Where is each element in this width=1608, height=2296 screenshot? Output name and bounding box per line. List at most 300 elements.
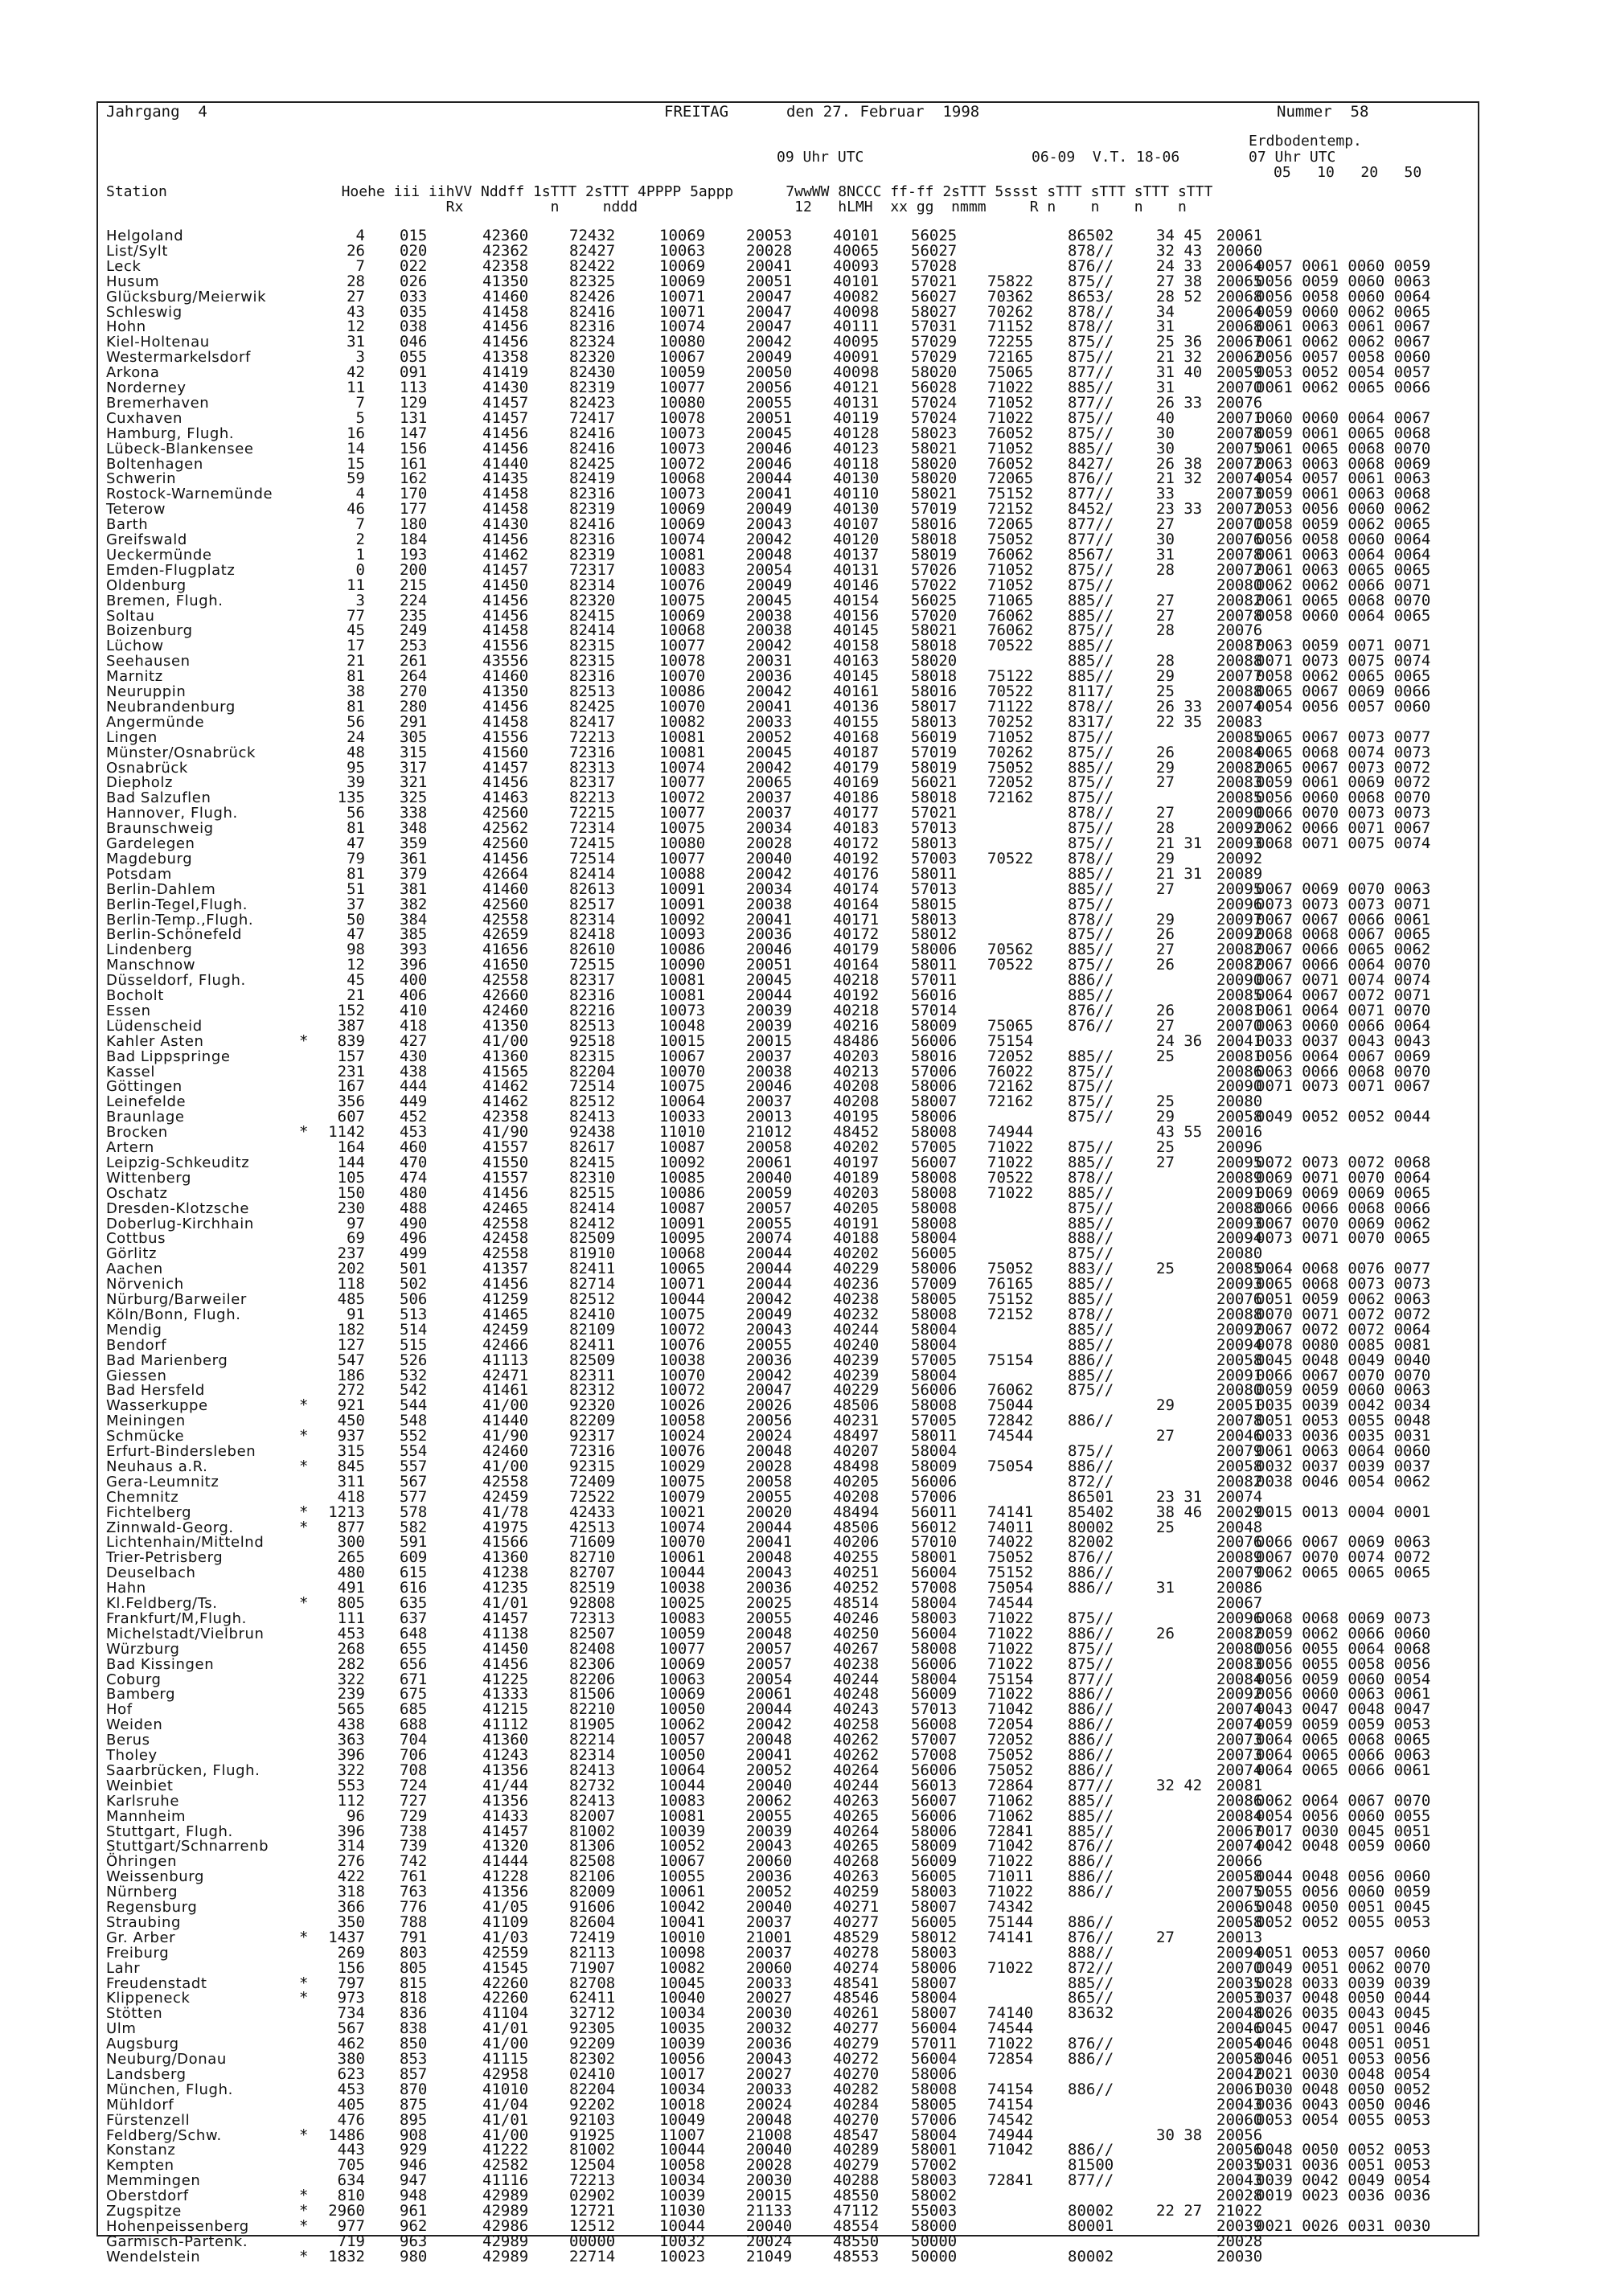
station-name: Freiburg [106,1944,170,1962]
iihVV: 41557 [482,1168,529,1187]
station-id: 091 [400,363,428,382]
wind-gusts: 28 [1156,560,1175,579]
iihVV: 41113 [482,1351,529,1369]
iihVV: 41556 [482,637,529,655]
elevation: 48 [347,743,365,761]
tendency-group: 56005 [911,1868,958,1886]
ground-temp-group: 20043 [1216,2095,1263,2114]
ground-temp-group: 20078 [1216,1412,1263,1430]
max-temp-group: 10044 [659,1290,706,1308]
station-name: Emden-Flugplatz [106,561,236,579]
elevation: 443 [337,2141,365,2159]
max-temp-group: 10091 [659,879,706,898]
pressure-group: 40091 [833,348,880,367]
min-temp-group: 20036 [746,667,793,686]
station-name: Gr. Arber [106,1929,176,1946]
station-id: 761 [400,1868,428,1886]
max-temp-group: 10082 [659,1958,706,1977]
cloud-group: 8567/ [1068,545,1114,564]
iihVV: 41656 [482,941,529,959]
iihVV: 41462 [482,545,529,564]
Nddff: 72317 [569,560,616,579]
pressure-group: 40197 [833,1153,880,1171]
iihVV: 41435 [482,469,529,488]
station-name: Stuttgart/Schnarrenb [106,1838,269,1855]
station-id: 853 [400,2050,428,2068]
soil-temperatures: 0060 0060 0064 0067 [1256,408,1431,427]
pressure-group: 48494 [833,1503,880,1521]
iihVV: 41222 [482,2141,529,2159]
table-row [0,712,1608,731]
cloud-group: 883// [1068,1260,1114,1278]
table-row [0,1016,1608,1035]
Nddff: 82316 [569,318,616,336]
elevation: 810 [337,2187,365,2205]
weather-group: 76052 [987,454,1034,473]
ground-temp-group: 20090 [1216,971,1263,990]
pressure-group: 40278 [833,1943,880,1962]
Nddff: 82707 [569,1564,616,1582]
iihVV: 42362 [482,241,529,260]
tendency-group: 56004 [911,2050,958,2068]
Nddff: 82416 [569,515,616,534]
station-name: Bamberg [106,1686,176,1704]
station-id: 129 [400,393,428,412]
elevation: 96 [347,1806,365,1825]
station-id: 742 [400,1852,428,1871]
tendency-group: 57021 [911,272,958,290]
cloud-group: 885// [1068,1822,1114,1840]
ground-temp-group: 20088 [1216,683,1263,700]
weather-group: 75154 [987,1670,1034,1688]
soil-temperatures: 0068 0068 0067 0065 [1256,925,1431,944]
elevation: 56 [347,804,365,822]
iihVV: 42460 [482,1442,529,1460]
weather-group: 72841 [987,1822,1034,1840]
station-id: 727 [400,1791,428,1810]
soil-temperatures: 0061 0063 0065 0065 [1256,560,1431,579]
Nddff: 82408 [569,1639,616,1658]
max-temp-group: 10075 [659,1472,706,1490]
elevation: 356 [337,1093,365,1111]
table-row [0,864,1608,883]
tendency-group: 57010 [911,1533,958,1552]
tendency-group: 56021 [911,773,958,792]
elevation: 268 [337,1639,365,1658]
tendency-group: 57020 [911,606,958,625]
station-name: Mühldorf [106,2096,174,2114]
pressure-group: 48546 [833,1989,880,2007]
iihVV: 41456 [482,1275,529,1294]
tendency-group: 56028 [911,379,958,396]
elevation: 45 [347,621,365,640]
ground-temp-group: 20073 [1216,485,1263,503]
weather-group: 74944 [987,1123,1034,1142]
cloud-group: 875// [1068,895,1114,913]
iihVV: 41/90 [482,1123,529,1142]
elevation: 127 [337,1335,365,1354]
elevation: 7 [355,256,365,275]
Nddff: 81306 [569,1837,616,1855]
station-name: Magdeburg [106,850,193,867]
Nddff: 92103 [569,2110,616,2129]
elevation: 81 [347,667,365,686]
table-row [0,274,1608,289]
station-id: 803 [400,1943,428,1962]
Nddff: 82314 [569,576,616,594]
weather-group: 75052 [987,1761,1034,1779]
max-temp-group: 10070 [659,1366,706,1384]
iihVV: 41456 [482,606,529,625]
iihVV: 41/01 [482,2110,529,2129]
pressure-group: 40189 [833,1168,880,1187]
Nddff: 92317 [569,1427,616,1445]
elevation: 2960 [328,2202,365,2220]
weather-group: 72052 [987,773,1034,792]
tendency-group: 57029 [911,348,958,367]
Nddff: 82306 [569,1654,616,1673]
Nddff: 72417 [569,408,616,427]
max-temp-group: 10070 [659,667,706,686]
tendency-group: 58004 [911,1366,958,1384]
pressure-group: 40259 [833,1883,880,1901]
elevation: 69 [347,1229,365,1248]
Nddff: 82414 [569,621,616,640]
elevation: 17 [347,637,365,655]
cloud-group: 80002 [1068,2202,1114,2220]
Nddff: 82314 [569,1746,616,1764]
cloud-group: 875// [1068,408,1114,427]
station-name: Landsberg [106,2065,187,2083]
max-temp-group: 10092 [659,910,706,929]
weather-group: 74542 [987,2110,1034,2129]
pressure-group: 40179 [833,941,880,959]
station-name: Oschatz [106,1184,168,1202]
station-id: 513 [400,1305,428,1323]
mountain-marker: * [299,1427,309,1445]
station-name: Öhringen [106,1853,178,1871]
weather-group: 72864 [987,1776,1034,1794]
station-id: 763 [400,1883,428,1901]
weather-group: 75154 [987,1351,1034,1369]
Nddff: 82418 [569,925,616,944]
ground-temp-group: 20089 [1216,1168,1263,1187]
max-temp-group: 10098 [659,1943,706,1962]
iihVV: 41462 [482,1093,529,1111]
station-id: 609 [400,1548,428,1567]
weather-group: 75122 [987,667,1034,686]
tendency-group: 58008 [911,1396,958,1415]
max-temp-group: 10039 [659,2035,706,2053]
station-id: 791 [400,1928,428,1946]
min-temp-group: 20025 [746,1594,793,1612]
station-id: 046 [400,333,428,351]
ground-temp-group: 20078 [1216,545,1263,564]
elevation: 47 [347,925,365,944]
cloud-group: 886// [1068,1761,1114,1779]
cloud-group: 875// [1068,1381,1114,1400]
tendency-group: 57029 [911,333,958,351]
soil-temperatures: 0059 0061 0063 0068 [1256,485,1431,503]
station-name: Lüdenscheid [106,1017,203,1035]
weather-group: 75052 [987,758,1034,777]
iihVV: 41109 [482,1913,529,1931]
iihVV: 42560 [482,895,529,913]
cloud-group: 885// [1068,1275,1114,1294]
cloud-group: 83632 [1068,2004,1114,2023]
station-id: 460 [400,1138,428,1156]
station-name: Cottbus [106,1230,166,1248]
max-temp-group: 10093 [659,925,706,944]
ground-temp-group: 20058 [1216,1868,1263,1886]
iihVV: 41/90 [482,1427,529,1445]
iihVV: 41457 [482,758,529,777]
max-temp-group: 10017 [659,2064,706,2083]
soil-temperatures: 0056 0060 0068 0070 [1256,789,1431,807]
weather-group: 74154 [987,2095,1034,2114]
Nddff: 72215 [569,804,616,822]
Nddff: 91606 [569,1898,616,1916]
elevation: 547 [337,1351,365,1369]
station-id: 453 [400,1123,428,1142]
ground-temp-group: 20097 [1216,910,1263,929]
Nddff: 82415 [569,606,616,625]
cloud-group: 878// [1068,697,1114,715]
max-temp-group: 10021 [659,1503,706,1521]
station-name: Bad Kissingen [106,1655,215,1673]
iihVV: 41456 [482,333,529,351]
max-temp-group: 10044 [659,1564,706,1582]
max-temp-group: 10075 [659,591,706,609]
soil-temperatures: 0056 0058 0060 0064 [1256,531,1431,548]
cloud-group: 875// [1068,1062,1114,1080]
soil-temperatures: 0048 0050 0052 0053 [1256,2141,1431,2159]
tendency-group: 58021 [911,621,958,640]
ground-temp-group: 20086 [1216,1062,1263,1080]
table-row [0,1049,1608,1064]
cloud-group: 877// [1068,1670,1114,1688]
station-id: 180 [400,515,428,534]
tendency-group: 58006 [911,1108,958,1126]
pressure-group: 40164 [833,895,880,913]
table-row [0,228,1608,244]
Nddff: 82320 [569,348,616,367]
ground-temp-group: 20079 [1216,1442,1263,1460]
cloud-group: 876// [1068,1928,1114,1946]
ground-temp-group: 20080 [1216,1381,1263,1400]
soil-temperatures: 0063 0063 0068 0069 [1256,454,1431,473]
wind-gusts: 32 43 [1156,241,1203,260]
ground-temp-group: 20092 [1216,819,1263,838]
elevation: 422 [337,1868,365,1886]
table-row [0,1109,1608,1125]
cloud-group: 885// [1068,637,1114,655]
weather-group: 74544 [987,1427,1034,1445]
Nddff: 72409 [569,1472,616,1490]
max-temp-group: 10038 [659,1579,706,1597]
station-id: 200 [400,560,428,579]
station-id: 685 [400,1700,428,1719]
table-row [0,730,1608,745]
iihVV: 41/00 [482,2035,529,2053]
pressure-group: 40107 [833,515,880,534]
station-name: Bad Hersfeld [106,1382,205,1400]
weather-group: 70522 [987,683,1034,700]
iihVV: 41457 [482,393,529,412]
tendency-group: 57006 [911,1487,958,1506]
station-name: Göttingen [106,1078,183,1096]
Nddff: 82513 [569,683,616,700]
Nddff: 92438 [569,1123,616,1142]
max-temp-group: 10077 [659,849,706,867]
min-temp-group: 20061 [746,1685,793,1704]
ground-temp-group: 20058 [1216,1457,1263,1475]
elevation: 3 [355,591,365,609]
max-temp-group: 10076 [659,1442,706,1460]
max-temp-group: 10083 [659,1791,706,1810]
tendency-group: 58006 [911,1822,958,1840]
min-temp-group: 20038 [746,1062,793,1080]
weather-group: 74141 [987,1503,1034,1521]
min-temp-group: 20057 [746,1639,793,1658]
station-name: Boltenhagen [106,455,203,473]
max-temp-group: 10082 [659,712,706,731]
table-row [0,1763,1608,1778]
iihVV: 42659 [482,925,529,944]
table-row [0,408,1608,427]
Nddff: 92518 [569,1031,616,1050]
Nddff: 82210 [569,1700,616,1719]
min-temp-group: 20055 [746,1335,793,1354]
elevation: 314 [337,1837,365,1855]
cloud-group: 876// [1068,1016,1114,1035]
wind-gusts: 30 38 [1156,2126,1203,2144]
Nddff: 72213 [569,728,616,746]
station-id: 410 [400,1001,428,1019]
soil-temperatures: 0056 0064 0067 0069 [1256,1047,1431,1065]
station-id: 526 [400,1351,428,1369]
cloud-group: 876// [1068,2035,1114,2053]
ground-temp-group: 20067 [1216,333,1263,351]
pressure-group: 40238 [833,1290,880,1308]
tendency-group: 58020 [911,469,958,488]
elevation: 418 [337,1487,365,1506]
ground-temp-group: 20039 [1216,2216,1263,2235]
mountain-marker: * [299,2187,309,2205]
ground-temp-group: 20067 [1216,1822,1263,1840]
pressure-group: 40179 [833,758,880,777]
station-name: Lüchow [106,638,164,655]
station-id: 026 [400,272,428,290]
max-temp-group: 10079 [659,1487,706,1506]
station-id: 184 [400,531,428,548]
min-temp-group: 20052 [746,1761,793,1779]
tendency-group: 56006 [911,1472,958,1490]
elevation: 839 [337,1031,365,1050]
cloud-group: 885// [1068,864,1114,883]
cloud-group: 877// [1068,2171,1114,2190]
tendency-group: 58006 [911,1077,958,1096]
weather-group: 75065 [987,1016,1034,1035]
tendency-group: 56006 [911,1381,958,1400]
soil-temperatures: 0059 0060 0062 0065 [1256,302,1431,321]
tendency-group: 58013 [911,910,958,929]
wind-gusts: 25 [1156,1047,1175,1065]
cloud-group: 878// [1068,318,1114,336]
weather-group: 71022 [987,1183,1034,1202]
cloud-group: 885// [1068,941,1114,959]
tendency-group: 57011 [911,971,958,990]
soil-temperatures: 0061 0063 0061 0067 [1256,318,1431,336]
ground-temp-group: 20073 [1216,1746,1263,1764]
soil-temperatures: 0032 0037 0039 0037 [1256,1457,1431,1475]
weather-group: 75152 [987,1290,1034,1308]
table-row [0,1201,1608,1216]
wind-gusts: 34 45 [1156,227,1203,244]
max-temp-group: 11010 [659,1123,706,1142]
station-id: 506 [400,1290,428,1308]
Nddff: 32712 [569,2004,616,2023]
Nddff: 82204 [569,2080,616,2098]
max-temp-group: 10049 [659,2110,706,2129]
Nddff: 42433 [569,1503,616,1521]
wind-gusts: 38 46 [1156,1503,1203,1521]
soil-temperatures: 0053 0056 0060 0062 [1256,500,1431,519]
ground-temp-group: 20083 [1216,712,1263,731]
Nddff: 82209 [569,1412,616,1430]
ground-temp-group: 20072 [1216,500,1263,519]
table-row [0,1581,1608,1596]
cloud-group: 886// [1068,971,1114,990]
max-temp-group: 10034 [659,2004,706,2023]
ground-temp-group: 20086 [1216,1791,1263,1810]
station-name: Berlin-Dahlem [106,880,216,898]
tendency-group: 57019 [911,743,958,761]
max-temp-group: 11030 [659,2202,706,2220]
soil-temperatures: 0054 0056 0060 0055 [1256,1806,1431,1825]
station-id: 430 [400,1047,428,1065]
max-temp-group: 10063 [659,1670,706,1688]
Nddff: 82312 [569,1381,616,1400]
Nddff: 82412 [569,1214,616,1232]
min-temp-group: 20055 [746,393,793,412]
table-row [0,1231,1608,1246]
station-id: 490 [400,1214,428,1232]
Nddff: 82710 [569,1548,616,1567]
min-temp-group: 20024 [746,2095,793,2114]
tendency-group: 57013 [911,879,958,898]
elevation: 167 [337,1077,365,1096]
min-temp-group: 20055 [746,1806,793,1825]
station-id: 291 [400,712,428,731]
iihVV: 41457 [482,1822,529,1840]
tendency-group: 57007 [911,1731,958,1749]
ground-temp-group: 20082 [1216,956,1263,974]
station-name: Oberstdorf [106,2187,189,2205]
max-temp-group: 10058 [659,2156,706,2175]
Nddff: 82411 [569,1260,616,1278]
station-name: Rostock-Warnemünde [106,486,273,503]
min-temp-group: 20047 [746,287,793,305]
Nddff: 82416 [569,424,616,442]
iihVV: 41560 [482,743,529,761]
weather-group: 75144 [987,1913,1034,1931]
cloud-group: 885// [1068,1806,1114,1825]
weather-group: 70522 [987,1168,1034,1187]
min-temp-group: 20055 [746,1609,793,1627]
tendency-group: 58020 [911,363,958,382]
wind-gusts: 25 [1156,1138,1175,1156]
